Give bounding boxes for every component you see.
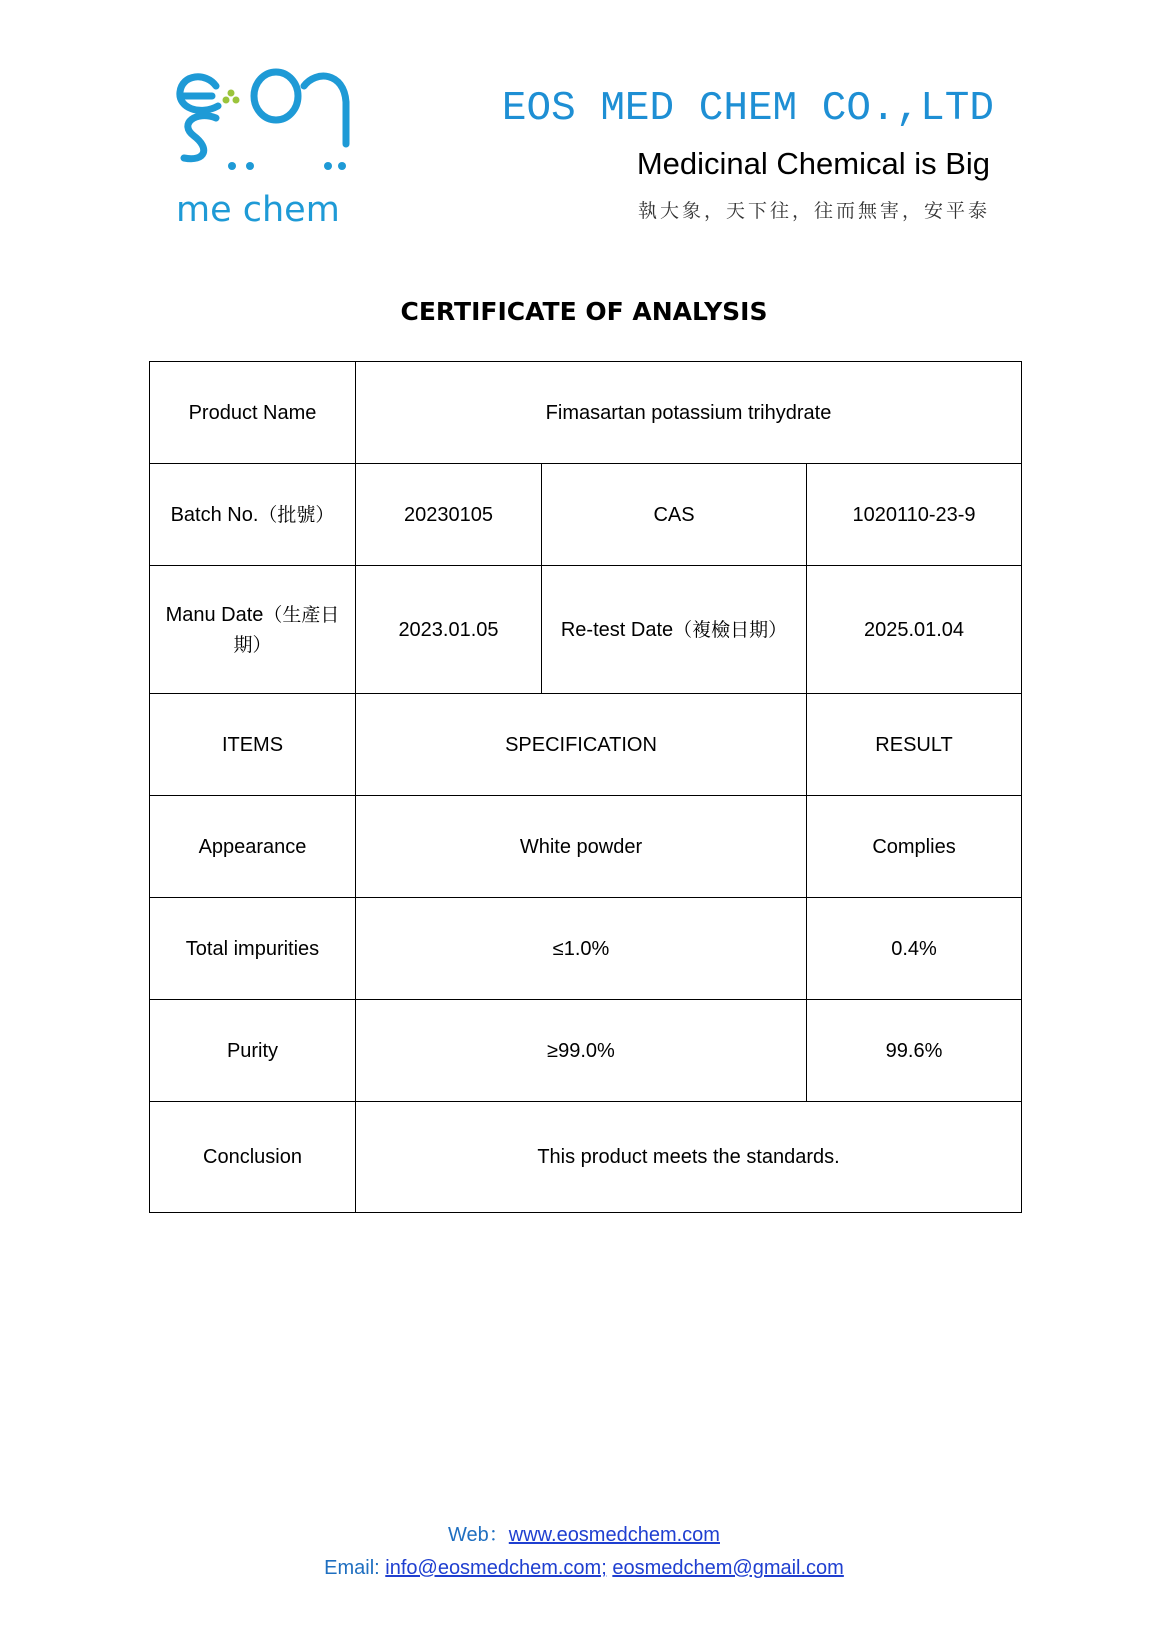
- retest-date-value: 2025.01.04: [807, 566, 1022, 694]
- spec-cell: ≥99.0%: [356, 1000, 807, 1102]
- cas-value: 1020110-23-9: [807, 464, 1022, 566]
- table-row: [150, 1000, 1022, 1102]
- retest-date-label-cell: [542, 566, 807, 694]
- column-header-row: [150, 694, 1022, 796]
- manu-date-label: Manu Date: [165, 603, 264, 626]
- item-cell: Total impurities: [150, 898, 356, 1000]
- result-cell: 99.6%: [807, 1000, 1022, 1102]
- cas-label: CAS: [542, 464, 807, 566]
- logo-text: [176, 190, 340, 230]
- manu-date-label-cjk: （生產日期）: [233, 603, 340, 656]
- company-name: EOS MED CHEM CO.,LTD: [501, 86, 994, 132]
- company-slogan: Medicinal Chemical is Big: [636, 146, 990, 181]
- product-name-value: Fimasartan potassium trihydrate: [356, 362, 1022, 464]
- specification-header: SPECIFICATION: [356, 694, 807, 796]
- result-cell: Complies: [807, 796, 1022, 898]
- result-cell: 0.4%: [807, 898, 1022, 1000]
- company-motto: 執大象，天下往，往而無害，安平泰: [637, 200, 990, 222]
- batch-label-cjk: （批號）: [258, 503, 335, 526]
- spec-cell: White powder: [356, 796, 807, 898]
- item-cell: Purity: [150, 1000, 356, 1102]
- footer-email: [0, 1557, 1168, 1580]
- manu-date-label-cell: [150, 566, 356, 694]
- conclusion-value: This product meets the standards.: [356, 1102, 1022, 1213]
- email-link-gmail[interactable]: eosmedchem@gmail.com: [612, 1557, 844, 1579]
- logo-wordmark: me chem: [176, 190, 340, 230]
- batch-value: 20230105: [356, 464, 542, 566]
- batch-label: Batch No.: [170, 503, 259, 526]
- item-cell: Appearance: [150, 796, 356, 898]
- result-header: RESULT: [807, 694, 1022, 796]
- eos-logo-graphic: [176, 66, 376, 191]
- batch-row: [150, 464, 1022, 566]
- manu-date-value: 2023.01.05: [356, 566, 542, 694]
- conclusion-label: Conclusion: [150, 1102, 356, 1213]
- email-label: Email:: [324, 1557, 386, 1579]
- retest-date-label: Re-test Date: [560, 618, 674, 641]
- email-link-info[interactable]: info@eosmedchem.com;: [385, 1557, 607, 1579]
- retest-date-label-cjk: （複檢日期）: [673, 618, 788, 641]
- footer-web: [0, 1518, 1168, 1547]
- website-link[interactable]: www.eosmedchem.com: [508, 1524, 720, 1546]
- batch-label-cell: [150, 464, 356, 566]
- dates-row: [150, 566, 1022, 694]
- product-name-row: [150, 362, 1022, 464]
- product-name-label: Product Name: [150, 362, 356, 464]
- document-title: CERTIFICATE OF ANALYSIS: [400, 297, 768, 326]
- table-row: [150, 796, 1022, 898]
- items-header: ITEMS: [150, 694, 356, 796]
- conclusion-row: [150, 1102, 1022, 1213]
- table-row: [150, 898, 1022, 1000]
- company-logo: [176, 66, 376, 241]
- spec-cell: ≤1.0%: [356, 898, 807, 1000]
- web-label: Web：: [448, 1524, 509, 1546]
- certificate-table: [149, 361, 1022, 1213]
